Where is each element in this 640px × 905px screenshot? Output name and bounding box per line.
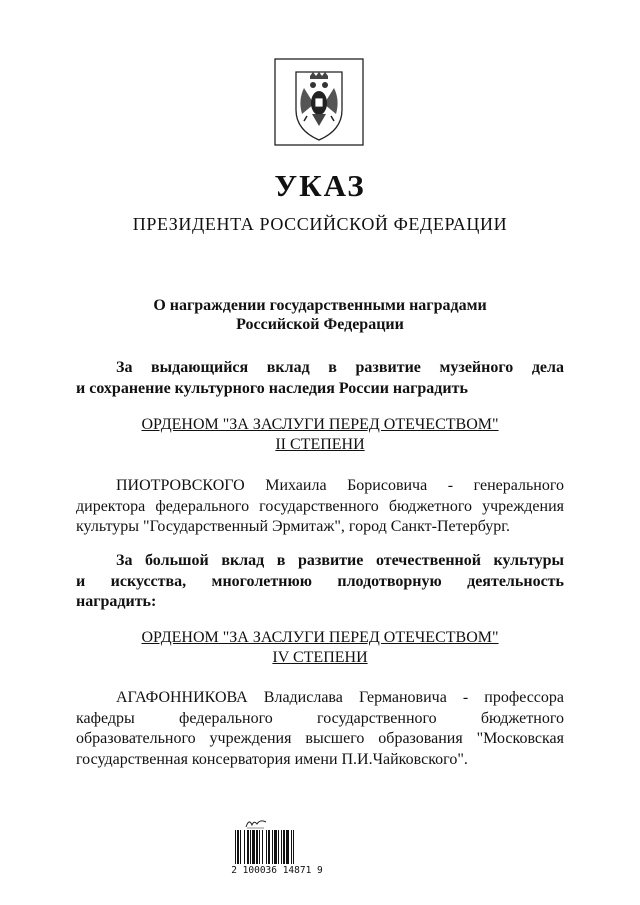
barcode-bar — [247, 830, 249, 864]
barcode-number: 2 100036 14871 9 — [231, 865, 323, 876]
intro-line: наградить: — [76, 593, 157, 610]
section-2-intro — [76, 551, 564, 613]
awardee-line: директора федерального государственного бюджетного учреждения — [76, 497, 564, 515]
section-2-order — [0, 628, 640, 668]
barcode-bar — [252, 830, 255, 864]
intro-line: За большой вклад в развитие отечественной культуры — [116, 552, 564, 569]
awardee-line: культуры "Государственный Эрмитаж", город Санкт-Петербург. — [76, 518, 511, 535]
barcode-bar — [237, 830, 239, 864]
order-line: ОРДЕНОМ "ЗА ЗАСЛУГИ ПЕРЕД ОТЕЧЕСТВОМ" — [141, 416, 499, 433]
barcode-bar — [293, 830, 294, 864]
signature-icon — [244, 816, 268, 830]
order-line: ОРДЕНОМ "ЗА ЗАСЛУГИ ПЕРЕД ОТЕЧЕСТВОМ" — [141, 629, 499, 646]
section-2-awardee — [76, 688, 564, 770]
barcode-bar — [274, 830, 277, 864]
barcode-bar — [266, 830, 267, 864]
intro-line: и искусства, многолетнюю плодотворную деятельность — [76, 572, 564, 590]
awardee-line: кафедры федерального государственного бюджетного — [76, 709, 564, 727]
barcode-bar — [281, 830, 282, 864]
intro-line: За выдающийся вклад в развитие музейного дела — [116, 359, 564, 376]
barcode-bar — [250, 830, 251, 864]
document-title: УКАЗ — [274, 168, 366, 203]
order-degree: IV СТЕПЕНИ — [272, 649, 368, 666]
document-subtitle: ПРЕЗИДЕНТА РОССИЙСКОЙ ФЕДЕРАЦИИ — [132, 214, 508, 234]
intro-line: и сохранение культурного наследия России наградить — [76, 379, 468, 397]
barcode-bar — [240, 830, 241, 864]
barcode-bar — [286, 830, 289, 864]
barcode-bar — [272, 830, 273, 864]
awardee-line: АГАФОННИКОВА Владислава Германовича - профессора — [116, 689, 564, 706]
decree-heading — [0, 296, 640, 334]
barcode-bar — [235, 830, 236, 864]
awardee-line: ПИОТРОВСКОГО Михаила Борисовича - генерального — [116, 477, 564, 494]
barcode-bar — [291, 830, 292, 864]
coat-of-arms-icon — [274, 58, 364, 146]
barcode-bar — [259, 830, 260, 864]
awardee-line: образовательного учреждения высшего образования "Московская — [76, 730, 564, 747]
barcode-bar — [283, 830, 285, 864]
section-1-order — [0, 415, 640, 455]
barcode-bar — [268, 830, 270, 864]
section-1-awardee — [76, 476, 564, 538]
section-1-intro — [76, 358, 564, 399]
barcode-bar — [262, 830, 263, 864]
heading-line: О награждении государственными наградами — [153, 297, 487, 314]
order-degree: II СТЕПЕНИ — [275, 436, 365, 453]
barcode-bar — [244, 830, 245, 864]
barcode-bar — [256, 830, 258, 864]
awardee-line: государственная консерватория имени П.И.Чайковского". — [76, 750, 468, 768]
barcode-block — [222, 816, 332, 876]
barcode-icon — [234, 830, 320, 864]
barcode-bar — [278, 830, 279, 864]
heading-line: Российской Федерации — [236, 316, 404, 333]
